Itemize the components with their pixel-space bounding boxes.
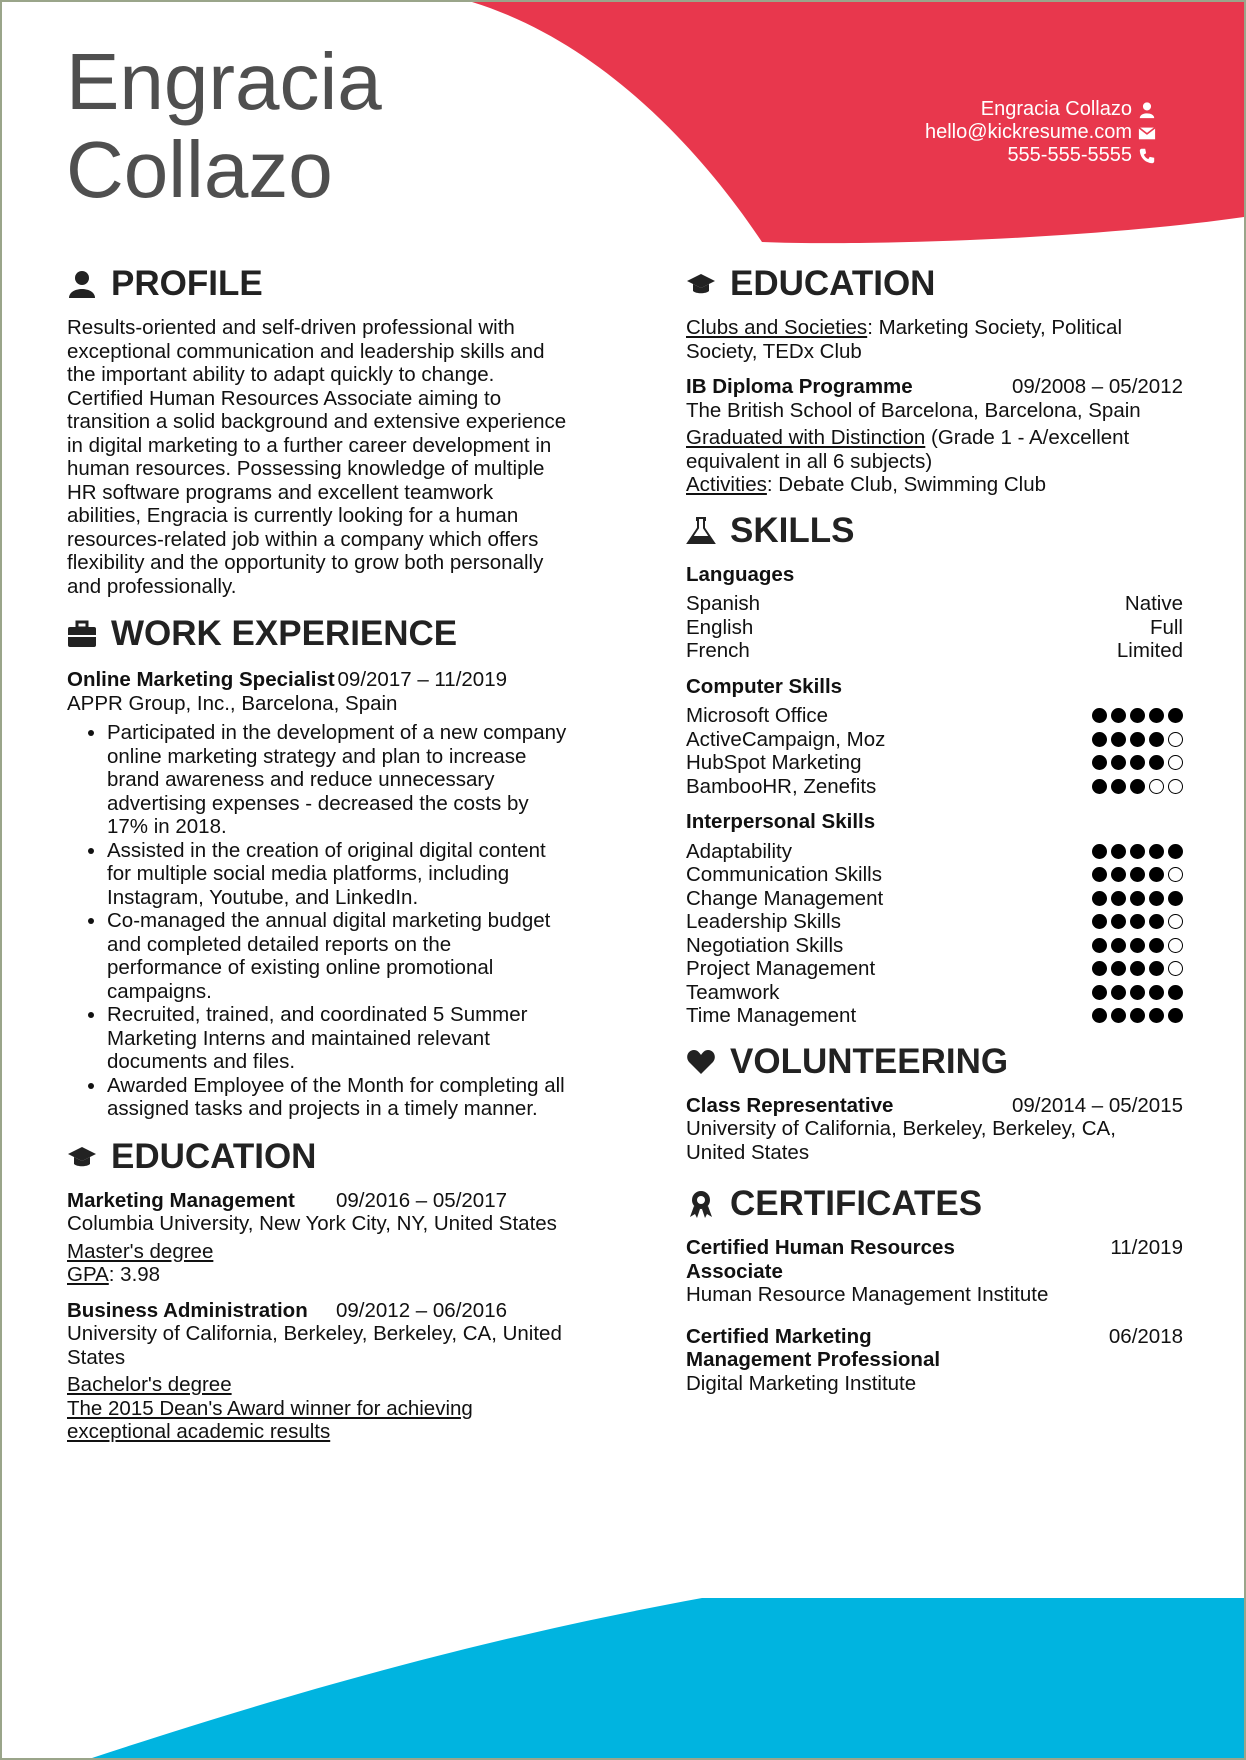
- skill-name: Teamwork: [686, 980, 780, 1004]
- skill-name: Adaptability: [686, 839, 792, 863]
- language-level: Native: [1124, 592, 1183, 615]
- rating-dot-filled: [1111, 938, 1126, 953]
- education-entry: [686, 375, 1183, 497]
- rating-dot-filled: [1092, 985, 1107, 1000]
- rating-dot-filled: [1092, 938, 1107, 953]
- volunteering-heading: [686, 1040, 1183, 1084]
- briefcase-icon: [67, 619, 97, 649]
- rating-dot-filled: [1149, 914, 1164, 929]
- skills-title: SKILLS: [730, 510, 855, 550]
- skill-rating: [1092, 775, 1183, 799]
- heart-icon: [686, 1047, 716, 1077]
- volunteering-entry: [686, 1094, 1183, 1165]
- rating-dot-filled: [1149, 755, 1164, 770]
- skill-name: Negotiation Skills: [686, 933, 844, 957]
- grad-label: Graduated with Distinction: [686, 426, 926, 449]
- skill-row: [686, 957, 1183, 981]
- skill-name: Time Management: [686, 1004, 857, 1027]
- computer-skills-list: [686, 704, 1183, 798]
- certificate-date: 06/2018: [1108, 1324, 1183, 1348]
- skill-row: [686, 1004, 1183, 1028]
- rating-dot-filled: [1111, 985, 1126, 1000]
- language-row: [686, 616, 1183, 640]
- work-entry-head: [67, 668, 507, 692]
- skill-rating: [1092, 704, 1183, 728]
- degree-dates: 09/2016 – 05/2017: [336, 1188, 507, 1212]
- skill-row: [686, 751, 1183, 775]
- interpersonal-skills-title: Interpersonal Skills: [686, 810, 876, 833]
- skill-rating: [1092, 934, 1183, 958]
- work-heading: [67, 612, 567, 656]
- clubs-label: Clubs and Societies: [686, 316, 868, 339]
- user-icon: [67, 269, 97, 299]
- job-bullet: • Awarded Employee of the Month for completing all assigned tasks and projects in a timely manner.: [107, 1074, 567, 1121]
- rating-dot-filled: [1149, 844, 1164, 859]
- activities-label: Activities: [686, 473, 767, 496]
- job-bullets: [67, 721, 567, 1121]
- certificate-issuer: Human Resource Management Institute: [686, 1283, 1049, 1306]
- rating-dot-filled: [1168, 844, 1183, 859]
- skill-name: BambooHR, Zenefits: [686, 774, 877, 798]
- rating-dot-filled: [1149, 867, 1164, 882]
- degree-type: Bachelor's degree: [67, 1373, 232, 1396]
- rating-dot-filled: [1111, 1008, 1126, 1023]
- languages-list: [686, 592, 1183, 663]
- skill-row: [686, 934, 1183, 958]
- rating-dot-empty: [1168, 961, 1183, 976]
- rating-dot-filled: [1149, 891, 1164, 906]
- computer-skills-title: Computer Skills: [686, 674, 843, 698]
- rating-dot-filled: [1130, 961, 1145, 976]
- degree-name: Business Administration: [67, 1298, 308, 1322]
- rating-dot-filled: [1168, 985, 1183, 1000]
- certificate-entry: [686, 1236, 1183, 1307]
- rating-dot-empty: [1168, 867, 1183, 882]
- rating-dot-filled: [1111, 755, 1126, 770]
- contact-block: [925, 98, 1156, 167]
- rating-dot-filled: [1092, 844, 1107, 859]
- certificate-entry-head: [686, 1325, 1183, 1372]
- skill-rating: [1092, 887, 1183, 911]
- skill-rating: [1092, 910, 1183, 934]
- rating-dot-filled: [1130, 779, 1145, 794]
- blue-footer-shape: [92, 1598, 1244, 1758]
- clubs-value: : Marketing Society, Political Society, TEDx Club: [686, 316, 1123, 363]
- job-bullet: • Assisted in the creation of original digital content for multiple social media platforms, including Instagram, Youtube, and LinkedIn.: [107, 839, 567, 910]
- phone-icon: [1138, 147, 1156, 165]
- volunteer-org: University of California, Berkeley, Berkeley, CA, United States: [686, 1117, 1116, 1164]
- degree-dates: 09/2008 – 05/2012: [1012, 375, 1183, 398]
- skill-row: [686, 728, 1183, 752]
- last-name: Collazo: [66, 125, 333, 214]
- contact-name-row: [925, 98, 1156, 121]
- rating-dot-filled: [1130, 844, 1145, 859]
- contact-name: Engracia Collazo: [980, 98, 1132, 120]
- rating-dot-empty: [1168, 779, 1183, 794]
- candidate-name: [66, 38, 382, 214]
- certificate-date: 11/2019: [1110, 1236, 1183, 1259]
- skills-heading: [686, 509, 1183, 553]
- rating-dot-filled: [1168, 1008, 1183, 1023]
- user-icon: [1138, 101, 1156, 119]
- work-entry: [67, 668, 567, 1121]
- degree-dates: 09/2012 – 06/2016: [336, 1298, 507, 1322]
- skill-rating: [1092, 957, 1183, 981]
- skill-row: [686, 840, 1183, 864]
- rating-dot-filled: [1111, 961, 1126, 976]
- certificates-title: CERTIFICATES: [730, 1184, 983, 1223]
- language-name: English: [686, 615, 754, 639]
- contact-email-row[interactable]: [925, 121, 1156, 144]
- language-row: [686, 639, 1183, 663]
- award-text: The 2015 Dean's Award winner for achieving exceptional academic results: [67, 1396, 473, 1443]
- rating-dot-empty: [1149, 779, 1164, 794]
- rating-dot-empty: [1168, 755, 1183, 770]
- rating-dot-filled: [1168, 708, 1183, 723]
- skill-row: [686, 910, 1183, 934]
- skill-rating: [1092, 840, 1183, 864]
- rating-dot-filled: [1111, 867, 1126, 882]
- certificate-entry-head: [686, 1236, 1183, 1283]
- education-entry: [67, 1299, 567, 1444]
- skill-name: Communication Skills: [686, 863, 882, 886]
- rating-dot-filled: [1149, 961, 1164, 976]
- job-bullet: • Co-managed the annual digital marketing budget and completed detailed reports on the performance of existing online promotional campaigns.: [107, 909, 567, 1003]
- skill-rating: [1092, 1004, 1183, 1028]
- skill-rating: [1092, 728, 1183, 752]
- rating-dot-filled: [1111, 779, 1126, 794]
- rating-dot-filled: [1130, 938, 1145, 953]
- gpa-label: GPA: [67, 1263, 109, 1286]
- language-name: Spanish: [686, 592, 761, 615]
- rating-dot-empty: [1168, 914, 1183, 929]
- language-name: French: [686, 639, 750, 662]
- contact-phone-row[interactable]: [925, 144, 1156, 167]
- education-entry-head: [686, 375, 1183, 399]
- rating-dot-empty: [1168, 732, 1183, 747]
- rating-dot-empty: [1168, 938, 1183, 953]
- rating-dot-filled: [1149, 985, 1164, 1000]
- profile-heading: [67, 262, 567, 306]
- graduation-cap-icon: [686, 269, 716, 299]
- right-column: [686, 262, 1183, 1395]
- education-entry-head: [67, 1189, 507, 1213]
- graduation-cap-icon: [67, 1142, 97, 1172]
- work-title: WORK EXPERIENCE: [111, 614, 458, 653]
- school-name: The British School of Barcelona, Barcelona, Spain: [686, 398, 1141, 422]
- skill-row: [686, 863, 1183, 887]
- rating-dot-filled: [1092, 1008, 1107, 1023]
- skill-name: Change Management: [686, 886, 884, 910]
- volunteering-title: VOLUNTEERING: [730, 1041, 1009, 1081]
- rating-dot-filled: [1092, 867, 1107, 882]
- skill-rating: [1092, 863, 1183, 887]
- rating-dot-filled: [1111, 732, 1126, 747]
- rating-dot-filled: [1111, 844, 1126, 859]
- volunteer-role: Class Representative: [686, 1093, 894, 1117]
- rating-dot-filled: [1130, 867, 1145, 882]
- job-bullet: • Recruited, trained, and coordinated 5 Summer Marketing Interns and maintained relevant documents and files.: [107, 1003, 567, 1074]
- degree-type: Master's degree: [67, 1239, 214, 1263]
- certificate-issuer: Digital Marketing Institute: [686, 1371, 917, 1395]
- certificate-name: Certified Human Resources Associate: [686, 1236, 955, 1283]
- rating-dot-filled: [1149, 708, 1164, 723]
- rating-dot-filled: [1130, 914, 1145, 929]
- certificate-entry: [686, 1325, 1183, 1396]
- education-entry: [67, 1189, 567, 1287]
- resume-page: [2, 2, 1244, 1758]
- skill-row: [686, 704, 1183, 728]
- certificate-name: Certified Marketing Management Professional: [686, 1324, 941, 1371]
- rating-dot-filled: [1111, 914, 1126, 929]
- language-level: Full: [1149, 615, 1183, 639]
- volunteer-dates: 09/2014 – 05/2015: [1012, 1093, 1183, 1117]
- skill-name: Project Management: [686, 957, 876, 980]
- education-entry-head: [67, 1299, 507, 1323]
- education-title: EDUCATION: [730, 264, 936, 303]
- education-title: EDUCATION: [111, 1136, 317, 1176]
- skill-rating: [1092, 981, 1183, 1005]
- rating-dot-filled: [1092, 961, 1107, 976]
- rating-dot-filled: [1130, 891, 1145, 906]
- rating-dot-filled: [1092, 755, 1107, 770]
- languages-title: Languages: [686, 562, 795, 586]
- grad-value: (Grade 1 - A/excellent equivalent in all 6 subjects): [686, 426, 1130, 473]
- language-row: [686, 592, 1183, 616]
- skill-row: [686, 981, 1183, 1005]
- rating-dot-filled: [1130, 1008, 1145, 1023]
- rating-dot-filled: [1149, 732, 1164, 747]
- contact-phone[interactable]: 555-555-5555: [1007, 144, 1132, 166]
- rating-dot-filled: [1092, 779, 1107, 794]
- degree-name: Marketing Management: [67, 1188, 295, 1212]
- first-name: Engracia: [66, 37, 382, 126]
- skill-row: [686, 887, 1183, 911]
- rating-dot-filled: [1130, 708, 1145, 723]
- profile-title: PROFILE: [111, 264, 263, 303]
- skill-rating: [1092, 751, 1183, 775]
- rating-dot-filled: [1130, 985, 1145, 1000]
- job-company: APPR Group, Inc., Barcelona, Spain: [67, 691, 398, 715]
- skill-name: HubSpot Marketing: [686, 751, 862, 774]
- rating-dot-filled: [1149, 938, 1164, 953]
- skill-name: ActiveCampaign, Moz: [686, 727, 886, 751]
- rating-dot-filled: [1092, 732, 1107, 747]
- gpa-value: : 3.98: [108, 1263, 161, 1286]
- profile-text: Results-oriented and self-driven professional with exceptional communication and leadership skills and the important ability to adapt quickly to change. Certified Human Resources Associate aiming to transition a solid background and extensive experience in digital marketing to a further career development in human resources. Possessing knowledge of multiple HR software programs and excellent teamwork abilities, Engracia is currently looking for a human resources-related job within a company which offers flexibility and the opportunity to grow both personally and professionally.: [67, 316, 567, 598]
- job-bullet: • Participated in the development of a new company online marketing strategy and plan to increase brand awareness and reduce unnecessary advertising expenses - decreased the costs by 17% in 2018.: [107, 721, 567, 839]
- interpersonal-skills-list: [686, 840, 1183, 1028]
- award-ribbon-icon: [686, 1189, 716, 1219]
- job-role: Online Marketing Specialist: [67, 668, 335, 691]
- job-dates: 09/2017 – 11/2019: [337, 668, 507, 691]
- certificates-heading: [686, 1182, 1183, 1226]
- volunteering-entry-head: [686, 1094, 1183, 1118]
- degree-name: IB Diploma Programme: [686, 375, 913, 398]
- skill-name: Leadership Skills: [686, 910, 841, 933]
- contact-email[interactable]: hello@kickresume.com: [924, 121, 1132, 143]
- activities-value: : Debate Club, Swimming Club: [766, 473, 1047, 496]
- language-level: Limited: [1116, 639, 1183, 662]
- education-heading: [67, 1135, 567, 1179]
- flask-icon: [686, 516, 716, 546]
- rating-dot-filled: [1130, 755, 1145, 770]
- envelope-icon: [1138, 124, 1156, 142]
- skill-name: Microsoft Office: [686, 704, 829, 727]
- skill-row: [686, 775, 1183, 799]
- school-name: University of California, Berkeley, Berkeley, CA, United States: [67, 1322, 562, 1369]
- rating-dot-filled: [1092, 708, 1107, 723]
- rating-dot-filled: [1111, 891, 1126, 906]
- education-heading: [686, 262, 1183, 306]
- rating-dot-filled: [1092, 891, 1107, 906]
- rating-dot-filled: [1168, 891, 1183, 906]
- rating-dot-filled: [1092, 914, 1107, 929]
- rating-dot-filled: [1130, 732, 1145, 747]
- school-name: Columbia University, New York City, NY, United States: [67, 1212, 557, 1235]
- left-column: [67, 262, 567, 1444]
- rating-dot-filled: [1111, 708, 1126, 723]
- rating-dot-filled: [1149, 1008, 1164, 1023]
